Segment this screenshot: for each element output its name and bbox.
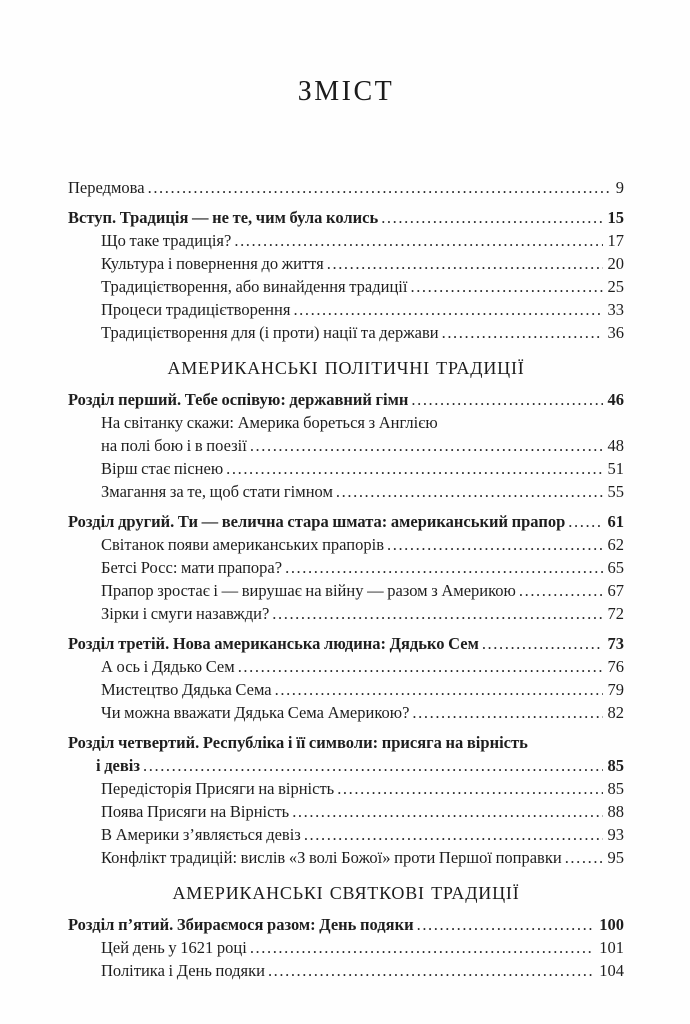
entry-title: Розділ другий. Ти — велична стара шмата: американський прапор bbox=[68, 512, 566, 531]
entry-page-number: 65 bbox=[607, 558, 624, 577]
toc-entry[interactable] bbox=[68, 701, 624, 724]
toc-entry[interactable] bbox=[68, 777, 624, 800]
dot-leader bbox=[439, 321, 603, 344]
toc-entry[interactable] bbox=[68, 480, 624, 503]
dot-leader bbox=[409, 701, 602, 724]
entry-title: і девіз bbox=[96, 756, 141, 775]
entry-line bbox=[68, 701, 624, 724]
entry-title: Чи можна вважати Дядька Сема Америкою? bbox=[101, 703, 410, 722]
entry-text-line: Розділ четвертий. Республіка і її символи: присяга на вірність bbox=[68, 733, 528, 752]
entry-line bbox=[68, 298, 624, 321]
entry-line bbox=[68, 632, 624, 655]
dot-leader bbox=[223, 457, 602, 480]
entry-title: Світанок появи американських прапорів bbox=[101, 535, 384, 554]
dot-leader bbox=[290, 298, 602, 321]
toc-entry[interactable] bbox=[68, 510, 624, 533]
entry-title: Бетсі Росс: мати прапора? bbox=[101, 558, 283, 577]
entry-page-number: 33 bbox=[607, 300, 624, 319]
entry-page-number: 85 bbox=[607, 756, 624, 775]
toc-entry[interactable] bbox=[68, 252, 624, 275]
entry-title: А ось і Дядько Сем bbox=[101, 657, 235, 676]
entry-line bbox=[68, 655, 624, 678]
dot-leader bbox=[562, 846, 603, 869]
entry-line bbox=[68, 800, 624, 823]
dot-leader bbox=[140, 754, 602, 777]
toc-entry[interactable] bbox=[68, 229, 624, 252]
dot-leader bbox=[516, 579, 603, 602]
entry-line bbox=[68, 936, 624, 959]
entry-page-number: 72 bbox=[607, 604, 624, 623]
entry-page-number: 104 bbox=[599, 961, 624, 980]
entry-title: Зірки і смуги назавжди? bbox=[101, 604, 270, 623]
entry-title: Конфлікт традицій: вислів «З волі Божої» проти Першої поправки bbox=[101, 848, 562, 867]
entry-title: Культура і повернення до життя bbox=[101, 254, 324, 273]
entry-line bbox=[68, 176, 624, 199]
entry-line bbox=[68, 480, 624, 503]
entry-page-number: 55 bbox=[607, 482, 624, 501]
entry-line bbox=[68, 556, 624, 579]
entry-title: Передмова bbox=[68, 178, 145, 197]
entry-line bbox=[68, 229, 624, 252]
dot-leader bbox=[247, 434, 603, 457]
entry-line bbox=[68, 678, 624, 701]
toc-entry[interactable] bbox=[68, 457, 624, 480]
entry-page-number: 88 bbox=[607, 802, 624, 821]
entry-page-number: 9 bbox=[615, 178, 624, 197]
entry-page-number: 85 bbox=[607, 779, 624, 798]
entry-line bbox=[68, 457, 624, 480]
entry-page-number: 61 bbox=[607, 512, 624, 531]
entry-page-number: 101 bbox=[599, 938, 624, 957]
entry-line bbox=[68, 959, 624, 982]
dot-leader bbox=[272, 678, 603, 701]
toc-entry[interactable] bbox=[68, 176, 624, 199]
entry-line bbox=[68, 533, 624, 556]
entry-line bbox=[68, 321, 624, 344]
toc-entry[interactable] bbox=[68, 533, 624, 556]
entry-page-number: 46 bbox=[607, 390, 624, 409]
dot-leader bbox=[407, 275, 602, 298]
entry-line bbox=[68, 434, 624, 457]
entry-title: Передісторія Присяги на вірність bbox=[101, 779, 335, 798]
dot-leader bbox=[333, 480, 603, 503]
entry-page-number: 93 bbox=[607, 825, 624, 844]
dot-leader bbox=[414, 913, 595, 936]
entry-title: Мистецтво Дядька Сема bbox=[101, 680, 272, 699]
entry-page-number: 62 bbox=[607, 535, 624, 554]
entry-title: Поява Присяги на Вірність bbox=[101, 802, 290, 821]
dot-leader bbox=[289, 800, 602, 823]
toc-entry[interactable] bbox=[68, 678, 624, 701]
entry-page-number: 51 bbox=[607, 459, 624, 478]
entry-page-number: 79 bbox=[607, 680, 624, 699]
toc-entry[interactable] bbox=[68, 936, 624, 959]
toc-entry[interactable] bbox=[68, 579, 624, 602]
entry-line bbox=[68, 846, 624, 869]
entry-title: Змагання за те, щоб стати гімном bbox=[101, 482, 333, 501]
entry-page-number: 73 bbox=[607, 634, 624, 653]
entry-page-number: 25 bbox=[607, 277, 624, 296]
toc-entry[interactable] bbox=[68, 846, 624, 869]
toc-entry[interactable] bbox=[68, 959, 624, 982]
dot-leader bbox=[334, 777, 602, 800]
entry-title: Традицієтворення, або винайдення традиції bbox=[101, 277, 408, 296]
toc-entry[interactable] bbox=[68, 913, 624, 936]
entry-title: Вірш стає піснею bbox=[101, 459, 224, 478]
dot-leader bbox=[408, 388, 602, 411]
entry-line bbox=[68, 510, 624, 533]
entry-title: на полі бою і в поезії bbox=[101, 436, 247, 455]
entry-wrapped-lines bbox=[68, 411, 624, 434]
entry-page-number: 15 bbox=[607, 208, 624, 227]
dot-leader bbox=[235, 655, 603, 678]
toc-entry[interactable] bbox=[68, 298, 624, 321]
entry-page-number: 17 bbox=[607, 231, 624, 250]
section-heading: АМЕРИКАНСЬКІ СВЯТКОВІ ТРАДИЦІЇ bbox=[172, 883, 520, 903]
toc-entry[interactable] bbox=[68, 556, 624, 579]
dot-leader bbox=[282, 556, 602, 579]
entry-line bbox=[68, 579, 624, 602]
entry-line bbox=[68, 777, 624, 800]
entry-page-number: 48 bbox=[607, 436, 624, 455]
entry-title: Традицієтворення для (і проти) нації та держави bbox=[101, 323, 439, 342]
entry-page-number: 82 bbox=[607, 703, 624, 722]
entry-line bbox=[68, 823, 624, 846]
entry-title: Цей день у 1621 році bbox=[101, 938, 247, 957]
entry-title: В Америки з’являється девіз bbox=[101, 825, 301, 844]
entry-wrapped-lines bbox=[68, 731, 624, 754]
entry-title: Розділ третій. Нова американська людина: Дядько Сем bbox=[68, 634, 479, 653]
page-title: ЗМІСТ bbox=[297, 76, 395, 107]
dot-leader bbox=[269, 602, 602, 625]
toc-list bbox=[68, 176, 624, 982]
entry-line bbox=[68, 206, 624, 229]
dot-leader bbox=[324, 252, 603, 275]
toc-entry[interactable] bbox=[68, 411, 624, 457]
entry-page-number: 100 bbox=[599, 915, 624, 934]
entry-title: Політика і День подяки bbox=[101, 961, 265, 980]
entry-line bbox=[68, 388, 624, 411]
entry-text-line: На світанку скажи: Америка бореться з Англією bbox=[101, 413, 438, 432]
toc-entry[interactable] bbox=[68, 321, 624, 344]
dot-leader bbox=[479, 632, 603, 655]
toc-entry[interactable] bbox=[68, 731, 624, 777]
entry-title: Прапор зростає і — вирушає на війну — разом з Америкою bbox=[101, 581, 516, 600]
dot-leader bbox=[231, 229, 602, 252]
entry-title: Процеси традицієтворення bbox=[101, 300, 291, 319]
entry-page-number: 76 bbox=[607, 657, 624, 676]
dot-leader bbox=[145, 176, 611, 199]
dot-leader bbox=[265, 959, 594, 982]
dot-leader bbox=[247, 936, 594, 959]
entry-title: Розділ перший. Тебе оспівую: державний гімн bbox=[68, 390, 409, 409]
entry-page-number: 20 bbox=[607, 254, 624, 273]
toc-entry[interactable] bbox=[68, 206, 624, 229]
dot-leader bbox=[301, 823, 603, 846]
entry-page-number: 95 bbox=[607, 848, 624, 867]
toc-entry[interactable] bbox=[68, 823, 624, 846]
section-heading: АМЕРИКАНСЬКІ ПОЛІТИЧНІ ТРАДИЦІЇ bbox=[167, 358, 525, 378]
dot-leader bbox=[565, 510, 602, 533]
toc-entry[interactable] bbox=[68, 388, 624, 411]
entry-page-number: 36 bbox=[607, 323, 624, 342]
entry-line bbox=[68, 913, 624, 936]
entry-line bbox=[68, 602, 624, 625]
entry-page-number: 67 bbox=[607, 581, 624, 600]
entry-title: Розділ п’ятий. Збираємося разом: День подяки bbox=[68, 915, 414, 934]
toc-entry[interactable] bbox=[68, 800, 624, 823]
toc-entry[interactable] bbox=[68, 602, 624, 625]
entry-line bbox=[68, 754, 624, 777]
entry-title: Що таке традиція? bbox=[101, 231, 232, 250]
entry-line bbox=[68, 275, 624, 298]
toc-entry[interactable] bbox=[68, 275, 624, 298]
toc-entry[interactable] bbox=[68, 632, 624, 655]
entry-title: Вступ. Традиція — не те, чим була колись bbox=[68, 208, 379, 227]
toc-entry[interactable] bbox=[68, 655, 624, 678]
dot-leader bbox=[378, 206, 602, 229]
dot-leader bbox=[384, 533, 603, 556]
entry-line bbox=[68, 252, 624, 275]
